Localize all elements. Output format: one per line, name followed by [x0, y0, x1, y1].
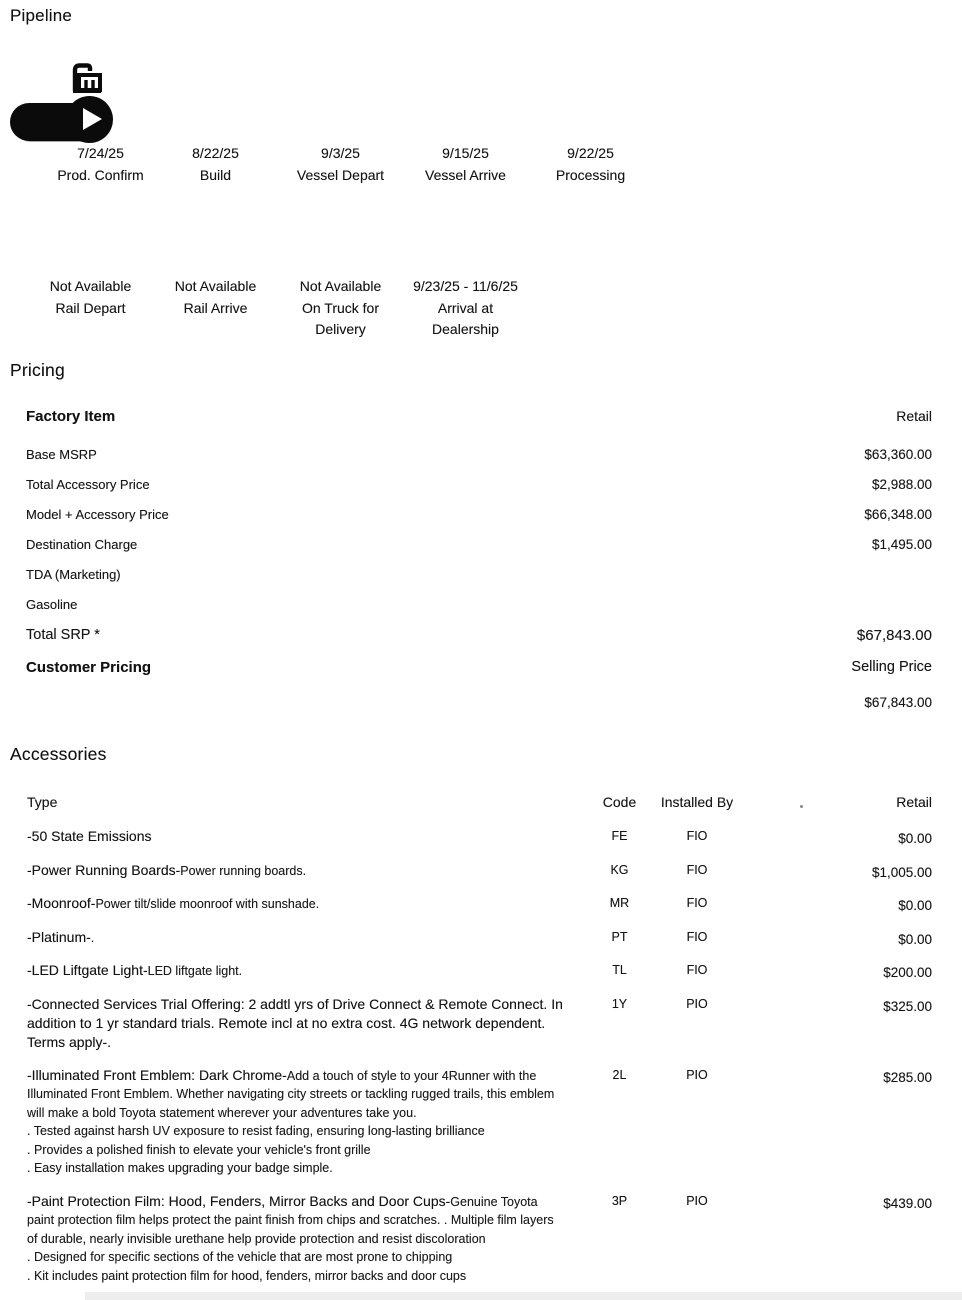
accessory-retail: $0.00: [898, 931, 932, 947]
accessory-retail: $285.00: [883, 1069, 932, 1085]
pricing-row: [26, 566, 932, 583]
accessory-installed-by: PIO: [686, 996, 708, 1011]
pricing-row: [26, 476, 932, 493]
customer-pricing-label: Customer Pricing: [26, 659, 152, 676]
stage-date: 9/3/25: [321, 145, 360, 161]
accessory-row: [27, 827, 932, 847]
accessory-row: [27, 995, 932, 1052]
pipeline-section-title: Pipeline: [10, 6, 73, 25]
accessory-installed-by: FIO: [686, 929, 708, 944]
pricing-row: [26, 446, 932, 463]
pricing-total-label: Total SRP *: [26, 627, 100, 643]
accessory-retail: $200.00: [883, 965, 932, 980]
accessory-title: -LED Liftgate Light-: [27, 962, 148, 978]
pipeline-stage: [528, 143, 653, 186]
pipeline-stage: [153, 143, 278, 186]
stage-date: Not Available: [174, 278, 257, 294]
accessory-type: [27, 894, 582, 914]
accessories-header-row: [27, 794, 932, 810]
accessory-bullet: . Easy installation makes upgrading your badge simple.: [27, 1161, 333, 1175]
accessory-title: -Platinum-: [27, 928, 91, 945]
accessory-bullet: . Designed for specific sections of the vehicle that are most prone to chipping: [27, 1250, 453, 1264]
pricing-label: Model + Accessory Price: [26, 507, 169, 522]
pricing-label: TDA (Marketing): [26, 567, 121, 582]
stage-label: Build: [199, 167, 232, 183]
pipeline-stage: [38, 143, 163, 186]
accessory-description: Genuine Toyota paint protection film helps protect the paint finish from chips and scratches. . Multiple film layers of durable, nearly invisible urethane help provide protection and resist discoloration: [27, 1194, 554, 1246]
accessory-type: [27, 961, 582, 981]
pricing-header-factory-item: Factory Item: [26, 408, 116, 425]
accessory-retail: $325.00: [883, 998, 932, 1014]
stage-label: Vessel Depart: [296, 167, 385, 183]
accessory-retail: $439.00: [883, 1195, 932, 1211]
accessory-row: [27, 928, 932, 948]
stage-date: 9/22/25: [567, 145, 614, 161]
accessory-bullet: . Tested against harsh UV exposure to resist fading, ensuring long-lasting brilliance: [27, 1124, 485, 1138]
accessory-description: .: [90, 930, 95, 945]
accessory-row: [27, 861, 932, 881]
pricing-total-row: [26, 626, 932, 645]
accessory-retail: $1,005.00: [871, 864, 932, 880]
accessories-table: [27, 794, 932, 1299]
stage-label: Vessel Arrive: [425, 167, 506, 183]
stage-date: 9/15/25: [442, 145, 489, 161]
accessory-installed-by: PIO: [686, 1067, 708, 1082]
accessory-type: [27, 827, 582, 847]
accessory-retail: $0.00: [898, 898, 932, 913]
pipeline-stage: [278, 143, 403, 186]
pipeline-stage: [28, 276, 153, 340]
accessory-type: [27, 1192, 582, 1286]
accessory-bullet: . Provides a polished finish to elevate your vehicle's front grille: [27, 1142, 371, 1157]
stage-label: Prod. Confirm: [57, 167, 144, 183]
accessory-title: -Illuminated Front Emblem: Dark Chrome-: [27, 1066, 287, 1083]
accessory-description: LED liftgate light.: [147, 964, 243, 978]
accessory-installed-by: FIO: [686, 862, 708, 877]
accessory-title: -Moonroof-: [27, 895, 96, 911]
page-edge-artifact: [85, 1292, 962, 1300]
accessory-title: -Connected Services Trial Offering: 2 addtl yrs of Drive Connect & Remote Connect. In addition to 1 yr standard trials. Remote incl at no extra cost. 4G network dependent. Terms apply-.: [27, 995, 563, 1050]
accessory-row: [27, 894, 932, 914]
pricing-label: Base MSRP: [26, 447, 97, 462]
col-header-code: Code: [602, 794, 637, 810]
artifact-dot: [800, 805, 803, 808]
pricing-table: [26, 408, 932, 724]
accessory-description: Add a touch of style to your 4Runner with the Illuminated Front Emblem. Whether navigating city streets or tackling rugged trails, this emblem will make a bold Toyota statement wherever your adventures take you.: [27, 1068, 555, 1120]
pricing-total-value: $67,843.00: [856, 627, 932, 644]
accessory-row: [27, 1192, 932, 1286]
pricing-row: [26, 596, 932, 613]
accessory-retail: $0.00: [898, 831, 932, 846]
accessory-code: 2L: [612, 1067, 627, 1082]
accessory-code: TL: [612, 963, 627, 977]
col-header-type: Type: [27, 794, 58, 810]
accessory-code: 3P: [611, 1193, 628, 1208]
pipeline-stages-row2: [28, 276, 653, 340]
pipeline-stages-row1: [28, 143, 653, 186]
accessory-description: Power running boards.: [180, 863, 307, 878]
accessory-code: MR: [609, 896, 630, 910]
pricing-row: [26, 536, 932, 553]
stage-date: Not Available: [49, 278, 132, 294]
selling-price-header: Selling Price: [851, 659, 932, 675]
pricing-label: Gasoline: [26, 597, 78, 612]
col-header-retail: Retail: [896, 794, 932, 810]
stage-label: Arrival at Dealership: [432, 300, 499, 337]
pricing-label: Total Accessory Price: [26, 477, 150, 492]
stage-label: Rail Depart: [55, 300, 126, 316]
pricing-value: $2,988.00: [871, 477, 932, 492]
pricing-label: Destination Charge: [26, 537, 138, 552]
accessory-title: -Paint Protection Film: Hood, Fenders, Mirror Backs and Door Cups-: [27, 1192, 451, 1209]
pipeline-stage: [403, 276, 528, 340]
stage-label: Rail Arrive: [183, 300, 248, 316]
factory-icon: [68, 60, 104, 94]
customer-pricing-row: [26, 658, 932, 677]
pricing-header-retail: Retail: [896, 408, 932, 424]
accessory-row: [27, 1066, 932, 1178]
selling-price-row: [26, 694, 932, 711]
accessory-code: 1Y: [611, 996, 628, 1011]
stage-date: 8/22/25: [192, 145, 239, 161]
stage-date: 9/23/25 - 11/6/25: [413, 278, 518, 294]
pipeline-stage: [278, 276, 403, 340]
accessory-type: [27, 1066, 582, 1178]
accessory-installed-by: FIO: [686, 896, 708, 910]
play-icon: [66, 96, 113, 143]
accessory-installed-by: FIO: [686, 963, 708, 977]
stage-date: Not Available: [299, 278, 382, 294]
accessory-title: -50 State Emissions: [27, 828, 152, 844]
accessory-installed-by: PIO: [686, 1193, 708, 1208]
pricing-section-title: Pricing: [10, 360, 65, 380]
col-header-installed-by: Installed By: [660, 794, 734, 810]
accessory-bullet: . Kit includes paint protection film for hood, fenders, mirror backs and door cups: [27, 1268, 467, 1283]
pricing-value: $66,348.00: [864, 507, 932, 522]
pricing-header-row: [26, 408, 932, 425]
accessory-type: [27, 928, 582, 948]
pricing-value: $63,360.00: [864, 447, 932, 462]
accessory-code: KG: [610, 862, 629, 877]
pricing-value: $1,495.00: [871, 537, 932, 552]
stage-label: On Truck for Delivery: [301, 300, 380, 337]
play-triangle: [83, 108, 102, 130]
selling-price-value: $67,843.00: [864, 695, 932, 710]
accessory-code: FE: [611, 829, 628, 843]
pipeline-stage: [153, 276, 278, 340]
accessory-installed-by: FIO: [686, 829, 708, 843]
stage-label: Processing: [555, 167, 626, 183]
pipeline-stage-icon-cluster: [28, 55, 153, 147]
accessory-title: -Power Running Boards-: [27, 861, 181, 878]
accessory-code: PT: [611, 929, 628, 944]
accessories-section-title: Accessories: [10, 744, 107, 764]
accessory-row: [27, 961, 932, 981]
stage-date: 7/24/25: [77, 145, 124, 161]
pipeline-stage: [403, 143, 528, 186]
accessory-type: [27, 995, 582, 1052]
accessory-type: [27, 861, 582, 881]
accessory-description: Power tilt/slide moonroof with sunshade.: [95, 897, 320, 911]
pricing-row: [26, 506, 932, 523]
